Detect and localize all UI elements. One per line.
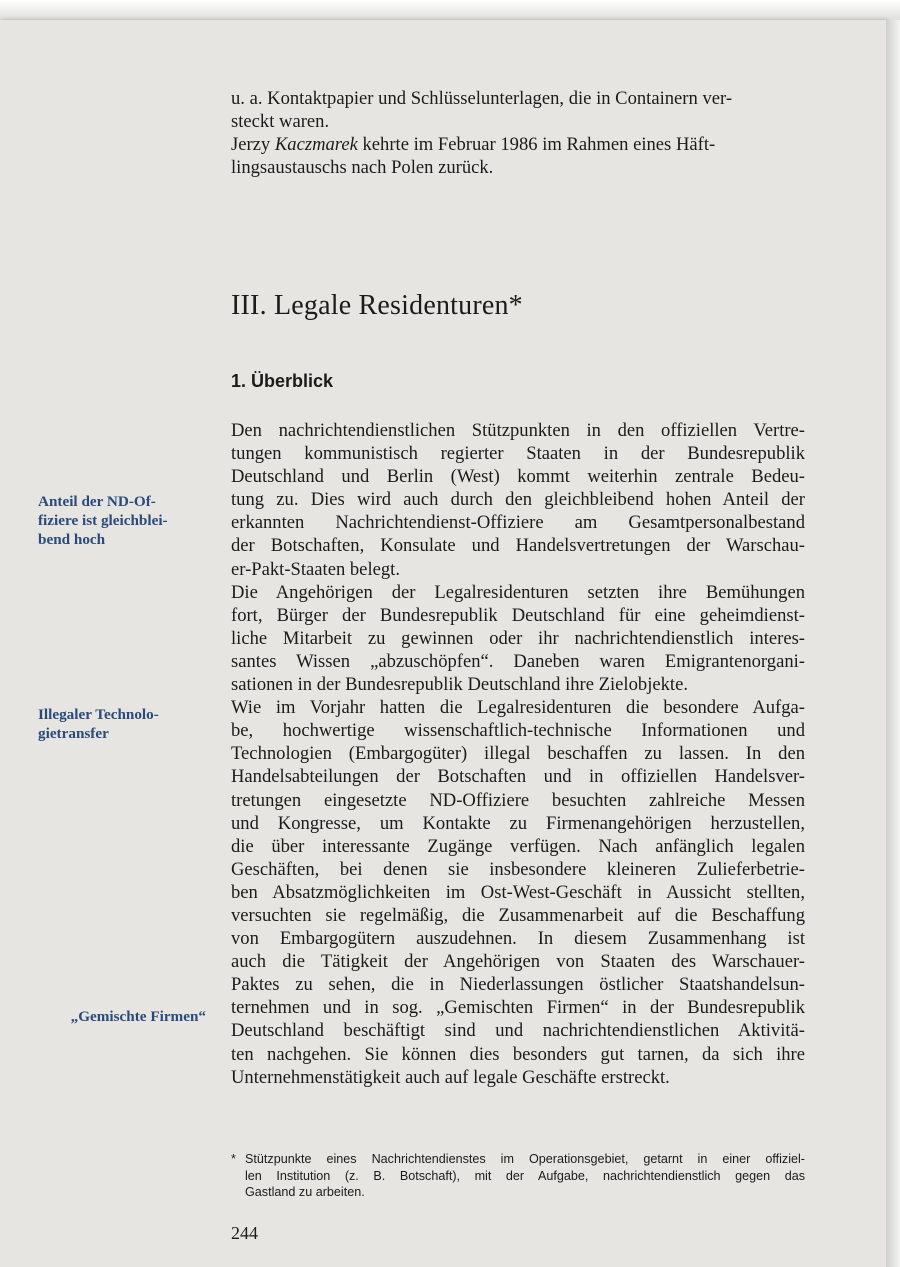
intro-line: Jerzy (231, 134, 275, 156)
footnote (231, 1151, 805, 1201)
section-heading: 1. Überblick (231, 371, 334, 391)
intro-line: steckt waren. (231, 111, 330, 133)
intro-paragraph (231, 87, 805, 179)
margin-note-mixed-firms: „Gemischte Firmen“ (70, 1008, 206, 1025)
body-paragraph-3: Wie im Vorjahr hatten die Legalresidenturen die besondere Aufga- be, hochwertige wissenschaftlich-technische Informationen und Technologien (Embargogüter) illegal beschaffen zu lassen. In den Handelsabteilungen der Botschaften und in offiziellen Handelsver- tretungen eingesetzte ND-Offiziere besuchten zahlreiche Messen und Kongresse, um Kontakte zu Firmenangehörigen herzustellen, die über interessante Zugänge verfügen. Nach anfänglich legalen Geschäften, bei denen sie insbesondere kleineren Zulieferbetrie- ben Absatzmöglichkeiten im Ost-West-Geschäft in Aussicht stellten, versuchten sie regelmäßig, die Zusammenarbeit auf die Beschaffung von Embargogütern auszudehnen. In diesem Zusammenhang ist auch die Tätigkeit der Angehörigen von Staaten des Warschauer- Paktes zu sehen, die in Niederlassungen östlicher Staatshandelsun- ternehmen und in sog. „Gemischten Firmen“ in der Bundesrepublik Deutschland beschäftigt sind und nachrichtendienstlichen Aktivitä- ten nachgehen. Sie können dies besonders gut tarnen, da sich ihre Unternehmenstätigkeit auch auf legale Geschäfte erstreckt. (231, 697, 805, 1088)
body-paragraph-2: Die Angehörigen der Legalresidenturen setzten ihre Bemühungen fort, Bürger der Bundesrepublik Deutschland für eine geheimdienst- liche Mitarbeit zu gewinnen oder ihr nachrichtendienstlich interes- santes Wissen „abzuschöpfen“. Daneben waren Emigrantenorgani- sationen in der Bundesrepublik Deutschland ihre Zielobjekte. (231, 581, 805, 696)
page-number: 244 (231, 1223, 258, 1243)
intro-line: lingsaustauschs nach Polen zurück. (231, 157, 494, 179)
page-gutter-shadow (886, 20, 900, 1267)
person-name: Kaczmarek (274, 134, 358, 156)
footnote-text: Stützpunkte eines Nachrichtendienstes im Operationsgebiet, getarnt in einer offiziel- len Institution (z. B. Botschaft), mit der Aufgabe, nachrichtendienstlich gegen das Gastland zu arbeiten. (245, 1152, 805, 1199)
margin-note-technology-transfer: Illegaler Technolo- gietransfer (38, 706, 159, 742)
margin-note-nd-officers: Anteil der ND-Of- fiziere ist gleichblei- bend hoch (38, 493, 168, 548)
body-text (231, 419, 805, 1089)
intro-line: u. a. Kontaktpapier und Schlüsselunterlagen, die in Containern ver- (231, 88, 733, 109)
footnote-marker: * (231, 1152, 236, 1166)
body-paragraph-1: Den nachrichtendienstlichen Stützpunkten in den offiziellen Vertre- tungen kommunistisch regierter Staaten in der Bundesrepublik Deutschland und Berlin (West) kommt weiterhin zentrale Bedeu- tung zu. Dies wird auch durch den gleichbleibend hohen Anteil der erkannten Nachrichtendienst-Offiziere am Gesamtpersonalbestand der Botschaften, Konsulate und Handelsvertretungen der Warschau- er-Pakt-Staaten belegt. (231, 420, 805, 580)
intro-line: kehrte im Februar 1986 im Rahmen eines Häft- (357, 134, 716, 156)
chapter-heading: III. Legale Residenturen* (231, 290, 523, 321)
